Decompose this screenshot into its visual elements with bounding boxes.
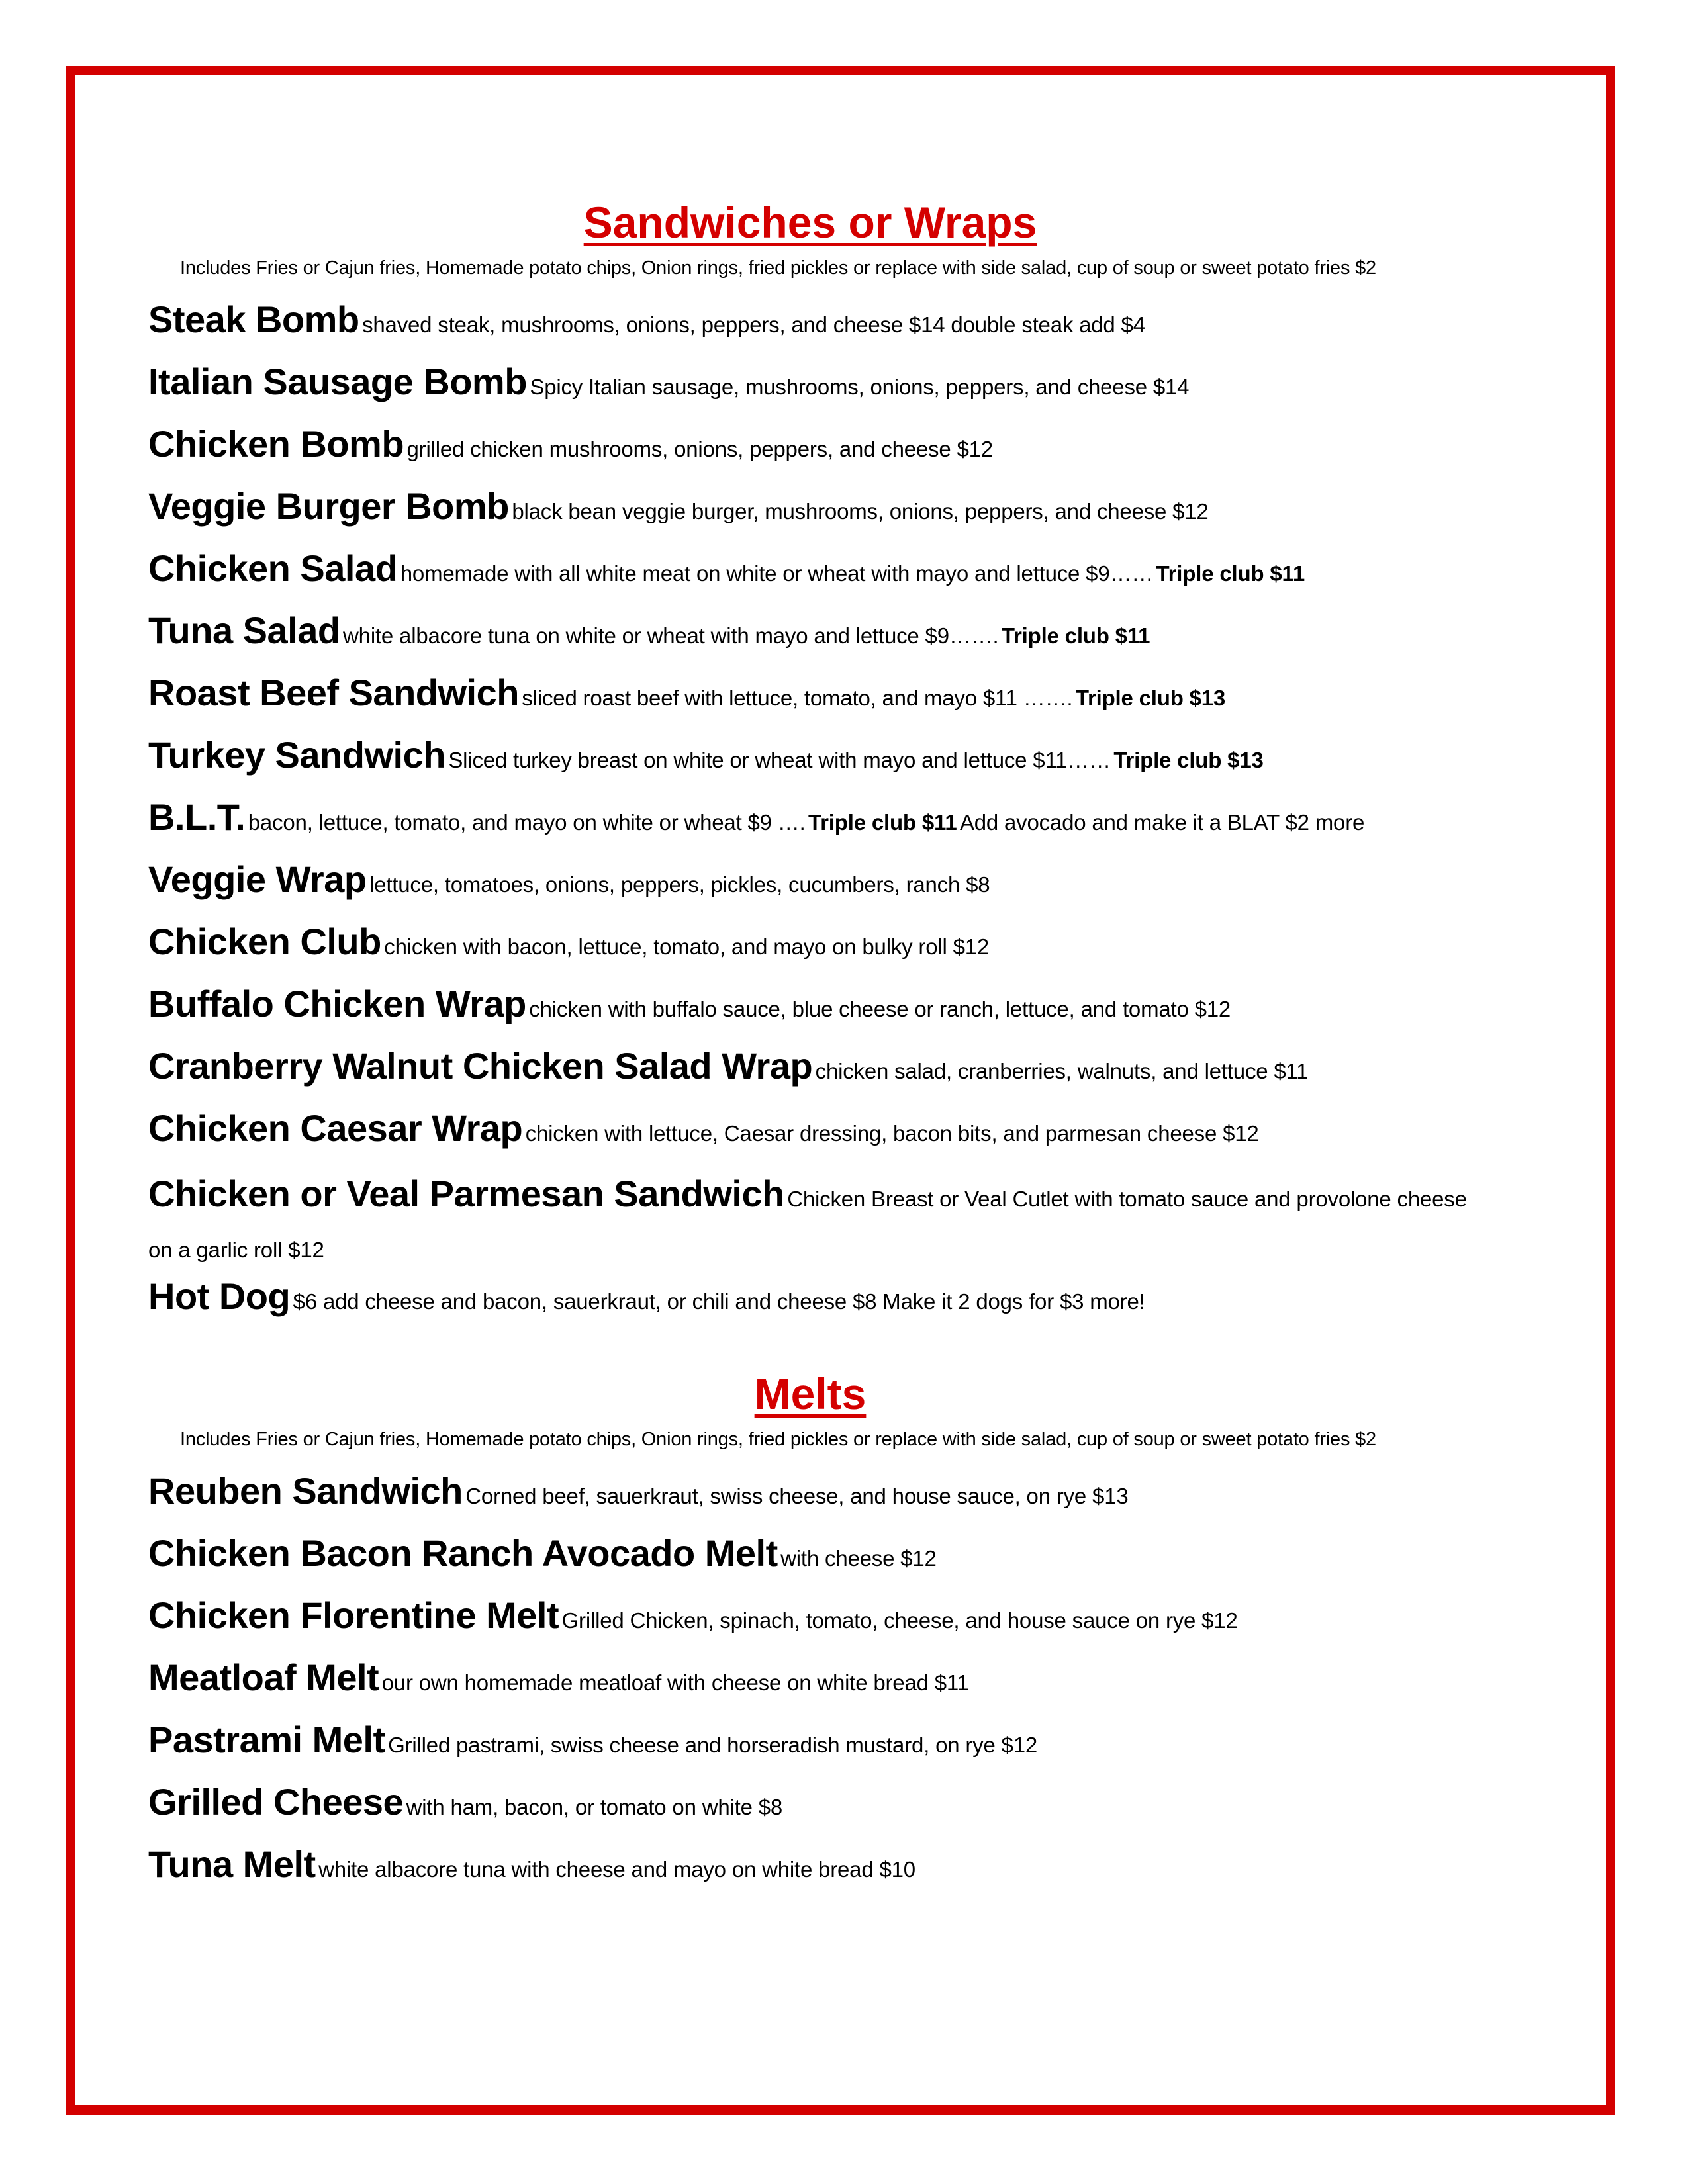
item-triple-club: Triple club $11 bbox=[1001, 623, 1150, 648]
item-description: Chicken Breast or Veal Cutlet with tomato sauce and provolone cheese on a garlic roll $12 bbox=[148, 1187, 1467, 1262]
item-name: Tuna Melt bbox=[148, 1843, 316, 1885]
melts-section bbox=[148, 1370, 1472, 1452]
item-description: bacon, lettuce, tomato, and mayo on white or wheat $9 …. bbox=[248, 810, 806, 835]
sandwiches-section bbox=[148, 199, 1472, 281]
menu-item bbox=[148, 734, 1264, 776]
menu-item bbox=[148, 1659, 969, 1696]
menu-item bbox=[148, 423, 993, 465]
item-description: white albacore tuna with cheese and mayo on white bread $10 bbox=[318, 1857, 915, 1882]
item-name: Tuna Salad bbox=[148, 610, 340, 651]
sandwiches-includes-note: Includes Fries or Cajun fries, Homemade potato chips, Onion rings, fried pickles or replace with side salad, cup of soup or sweet potato fries $2 bbox=[180, 257, 1376, 279]
item-name: Reuben Sandwich bbox=[148, 1470, 463, 1512]
item-triple-club: Triple club $11 bbox=[808, 810, 957, 835]
item-description: chicken with buffalo sauce, blue cheese or ranch, lettuce, and tomato $12 bbox=[529, 997, 1231, 1021]
item-description: our own homemade meatloaf with cheese on white bread $11 bbox=[381, 1670, 969, 1695]
item-description: sliced roast beef with lettuce, tomato, and mayo $11 ……. bbox=[522, 686, 1073, 710]
item-name: Veggie Burger Bomb bbox=[148, 485, 509, 527]
menu-item bbox=[148, 858, 990, 900]
menu-item bbox=[148, 363, 1189, 400]
menu-item bbox=[148, 1781, 783, 1823]
menu-item bbox=[148, 1470, 1129, 1512]
item-extra-note: Add avocado and make it a BLAT $2 more bbox=[959, 810, 1365, 835]
item-name: Chicken Caesar Wrap bbox=[148, 1107, 523, 1149]
item-description: $6 add cheese and bacon, sauerkraut, or chili and cheese $8 Make it 2 dogs for $3 more! bbox=[293, 1289, 1145, 1314]
item-name: Chicken Florentine Melt bbox=[148, 1594, 559, 1636]
item-triple-club: Triple club $13 bbox=[1075, 686, 1226, 710]
menu-item bbox=[148, 674, 1225, 711]
item-name: Cranberry Walnut Chicken Salad Wrap bbox=[148, 1045, 813, 1087]
item-name: Veggie Wrap bbox=[148, 858, 367, 900]
item-name: Italian Sausage Bomb bbox=[148, 361, 527, 402]
item-name: Buffalo Chicken Wrap bbox=[148, 983, 526, 1024]
item-description: black bean veggie burger, mushrooms, onions, peppers, and cheese $12 bbox=[512, 499, 1209, 523]
melts-title: Melts bbox=[754, 1369, 867, 1418]
melts-includes-note: Includes Fries or Cajun fries, Homemade potato chips, Onion rings, fried pickles or replace with side salad, cup of soup or sweet potato fries $2 bbox=[180, 1428, 1376, 1450]
menu-item bbox=[148, 1594, 1238, 1636]
menu-item bbox=[148, 985, 1231, 1023]
menu-item bbox=[148, 1045, 1309, 1087]
item-name: Chicken Club bbox=[148, 921, 381, 962]
item-description: chicken salad, cranberries, walnuts, and lettuce $11 bbox=[815, 1059, 1309, 1083]
item-name: Chicken Bomb bbox=[148, 423, 404, 465]
item-description: Sliced turkey breast on white or wheat with mayo and lettuce $11…… bbox=[448, 748, 1111, 772]
item-description: chicken with lettuce, Caesar dressing, bacon bits, and parmesan cheese $12 bbox=[525, 1121, 1259, 1146]
item-name: Turkey Sandwich bbox=[148, 734, 445, 776]
menu-item bbox=[148, 298, 1145, 340]
item-name: Chicken Salad bbox=[148, 547, 398, 589]
menu-item bbox=[148, 485, 1209, 527]
menu-item bbox=[148, 547, 1305, 589]
item-name: Chicken Bacon Ranch Avocado Melt bbox=[148, 1532, 778, 1574]
item-name: Meatloaf Melt bbox=[148, 1657, 379, 1698]
item-name: Pastrami Melt bbox=[148, 1719, 385, 1760]
item-description: Corned beef, sauerkraut, swiss cheese, and house sauce, on rye $13 bbox=[465, 1484, 1129, 1508]
item-name: Chicken or Veal Parmesan Sandwich bbox=[148, 1173, 784, 1214]
item-description: grilled chicken mushrooms, onions, peppers, and cheese $12 bbox=[406, 437, 993, 461]
menu-item bbox=[148, 1171, 1472, 1278]
item-name: Grilled Cheese bbox=[148, 1781, 404, 1823]
menu-item bbox=[148, 1107, 1259, 1149]
item-description: white albacore tuna on white or wheat with mayo and lettuce $9……. bbox=[343, 623, 999, 648]
item-description: with cheese $12 bbox=[780, 1546, 937, 1570]
item-triple-club: Triple club $11 bbox=[1156, 561, 1305, 586]
menu-item bbox=[148, 796, 1365, 838]
item-description: with ham, bacon, or tomato on white $8 bbox=[406, 1795, 783, 1819]
item-description: lettuce, tomatoes, onions, peppers, pickles, cucumbers, ranch $8 bbox=[369, 872, 990, 897]
item-name: Roast Beef Sandwich bbox=[148, 672, 519, 713]
menu-item bbox=[148, 1532, 937, 1574]
item-triple-club: Triple club $13 bbox=[1113, 748, 1264, 772]
item-description: Grilled Chicken, spinach, tomato, cheese, and house sauce on rye $12 bbox=[561, 1608, 1238, 1633]
item-name: Steak Bomb bbox=[148, 298, 359, 340]
item-name: Hot Dog bbox=[148, 1275, 291, 1317]
item-description: homemade with all white meat on white or wheat with mayo and lettuce $9…… bbox=[400, 561, 1154, 586]
item-description: Grilled pastrami, swiss cheese and horseradish mustard, on rye $12 bbox=[388, 1733, 1038, 1757]
item-description: chicken with bacon, lettuce, tomato, and mayo on bulky roll $12 bbox=[384, 934, 990, 959]
menu-item bbox=[148, 1275, 1145, 1317]
menu-item bbox=[148, 1721, 1037, 1758]
sandwiches-title: Sandwiches or Wraps bbox=[583, 198, 1037, 247]
item-description: Spicy Italian sausage, mushrooms, onions, peppers, and cheese $14 bbox=[530, 375, 1190, 399]
menu-item bbox=[148, 923, 989, 960]
item-name: B.L.T. bbox=[148, 796, 246, 838]
item-description: shaved steak, mushrooms, onions, peppers, and cheese $14 double steak add $4 bbox=[362, 312, 1145, 337]
menu-item bbox=[148, 612, 1150, 649]
menu-item bbox=[148, 1843, 915, 1885]
